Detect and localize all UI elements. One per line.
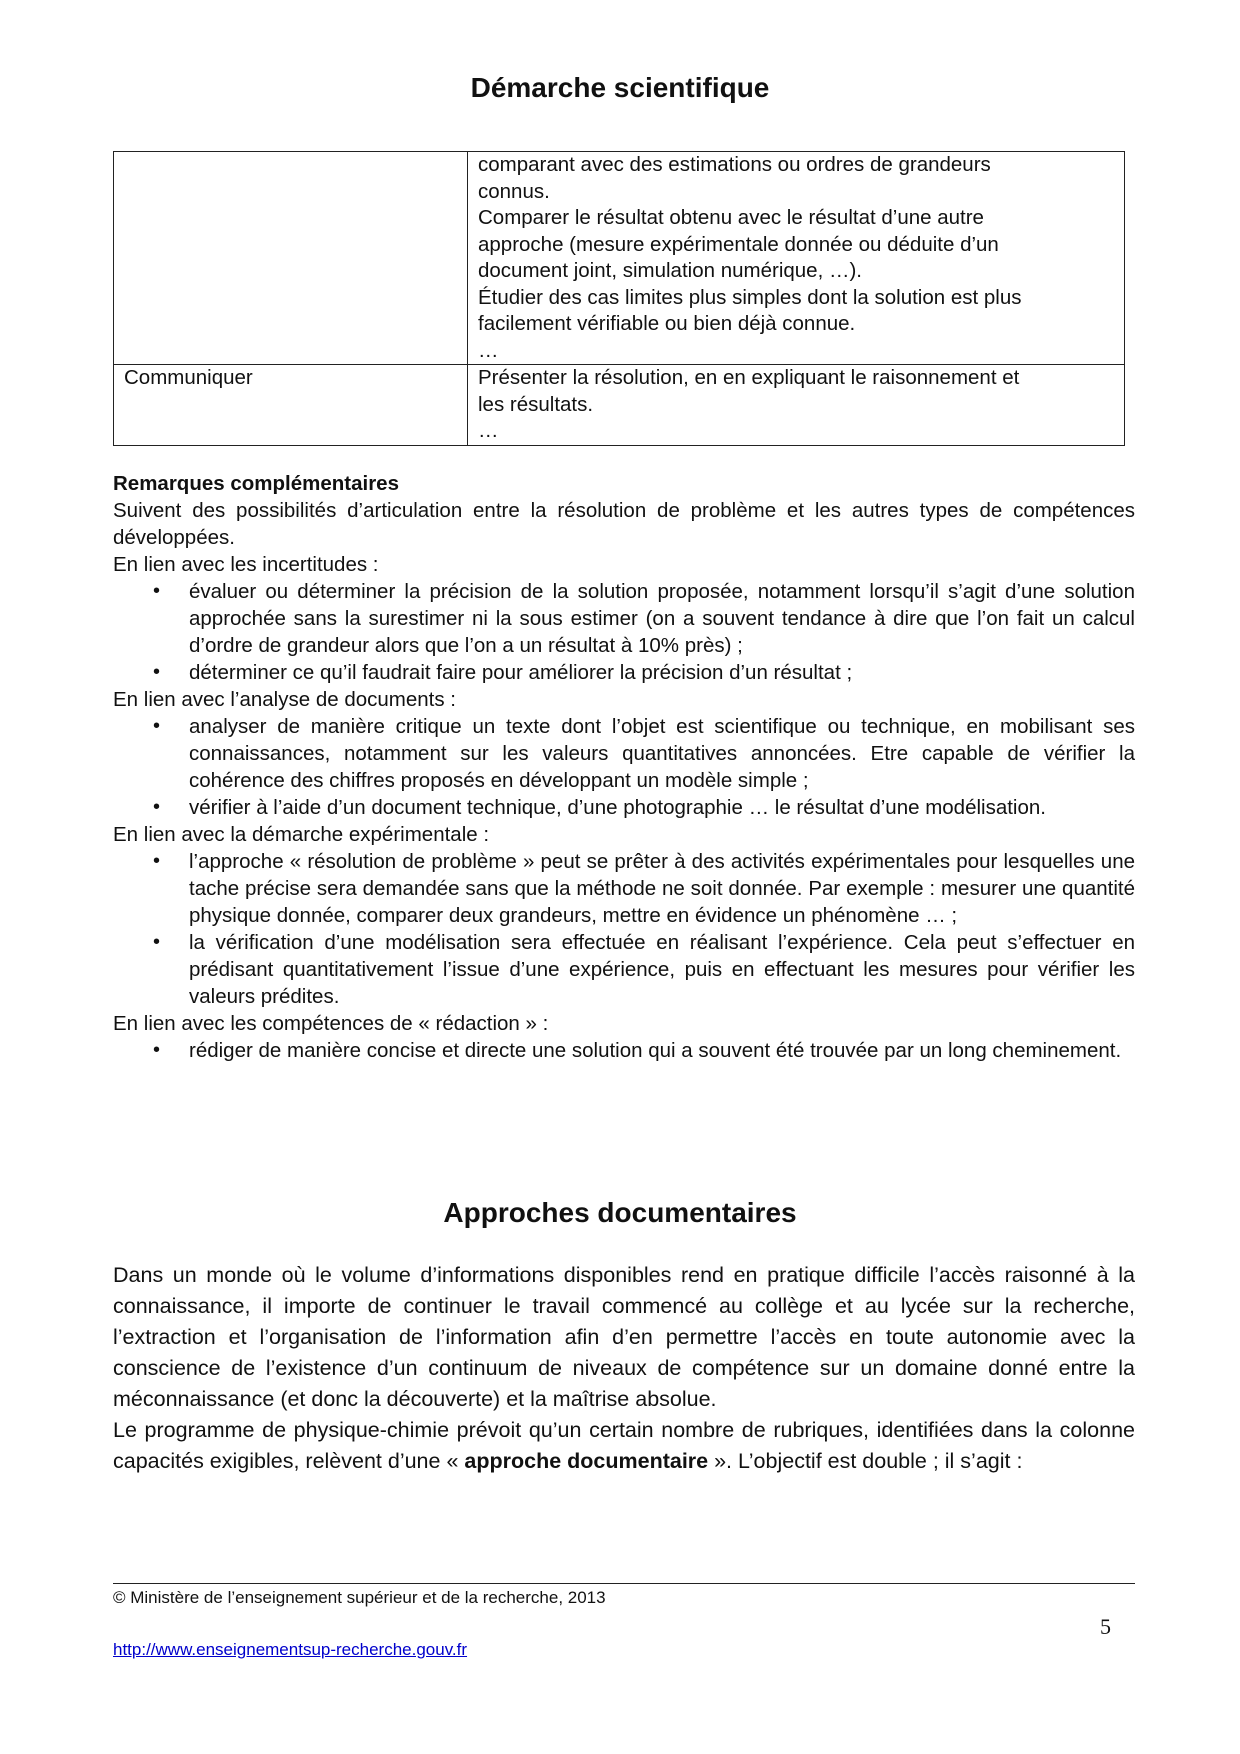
paragraph-text: Le programme de physique-chimie prévoit qu’un certain nombre de rubriques, identifiées dans la colonne capacités exigibles, relèvent d’une « <box>113 1418 1135 1473</box>
table-row <box>114 365 1125 446</box>
footer-url-link[interactable]: http://www.enseignementsup-recherche.gouv.fr <box>113 1640 468 1659</box>
list-item <box>113 659 1135 686</box>
list-item <box>113 578 1135 659</box>
table-cell-line: les résultats. <box>478 392 594 416</box>
remarks-group-lead: En lien avec les incertitudes : <box>113 553 379 576</box>
table-cell-label: Communiquer <box>114 365 468 446</box>
bullet-icon: • <box>153 931 161 953</box>
list-item <box>113 713 1135 794</box>
remarks-intro: Suivent des possibilités d’articulation entre la résolution de problème et les autres types de compétences développées. <box>113 499 1135 549</box>
table-cell-content <box>468 152 1125 365</box>
table-cell-line: comparant avec des estimations ou ordres de grandeurs <box>478 153 991 176</box>
table-cell-line: document joint, simulation numérique, …). <box>478 259 862 282</box>
list-item-text: la vérification d’une modélisation sera effectuée en réalisant l’expérience. Cela peut s’effectuer en prédisant quantitativement l’issue d’une expérience, puis en effectuant les mesures pour vérifier les valeurs prédites. <box>189 931 1135 1008</box>
table-cell-content <box>468 365 1125 446</box>
list-item-text: vérifier à l’aide d’un document technique, d’une photographie … le résultat d’une modélisation. <box>189 796 1046 819</box>
footer-divider <box>113 1583 1135 1584</box>
list-item <box>113 929 1135 1010</box>
bullet-icon: • <box>153 1039 161 1061</box>
list-item-text: déterminer ce qu’il faudrait faire pour améliorer la précision d’un résultat ; <box>189 661 853 684</box>
section-title: Approches documentaires <box>443 1197 797 1228</box>
table-cell-line: … <box>478 419 499 442</box>
list-item-text: analyser de manière critique un texte dont l’objet est scientifique ou technique, en mobilisant ses connaissances, notamment sur les valeurs quantitatives annoncées. Etre capable de vérifier la cohérence des chiffres proposés en développant un modèle simple ; <box>189 715 1135 792</box>
table-cell-line: facilement vérifiable ou bien déjà connue. <box>478 312 856 335</box>
table-cell-line: Étudier des cas limites plus simples dont la solution est plus <box>478 285 1022 309</box>
list-item <box>113 794 1135 821</box>
footer-copyright: © Ministère de l’enseignement supérieur et de la recherche, 2013 <box>113 1588 606 1607</box>
bullet-icon: • <box>153 850 161 872</box>
bullet-icon: • <box>153 661 161 683</box>
table-cell-line: connus. <box>478 179 550 203</box>
list-item-text: rédiger de manière concise et directe une solution qui a souvent été trouvée par un long cheminement. <box>189 1039 1122 1062</box>
paragraph: Dans un monde où le volume d’informations disponibles rend en pratique difficile l’accès raisonné à la connaissance, il importe de continuer le travail commencé au collège et au lycée sur la recherche, l’extraction et l’organisation de l’information afin d’en permettre l’accès en toute autonomie avec la conscience de l’existence d’un continuum de niveaux de compétence sur un domaine donné entre la méconnaissance (et donc la découverte) et la maîtrise absolue. <box>113 1263 1135 1411</box>
table-cell-line: Comparer le résultat obtenu avec le résultat d’une autre <box>478 206 984 229</box>
table-cell-label <box>114 152 468 365</box>
paragraph-emphasis: approche documentaire <box>464 1449 709 1473</box>
list-item <box>113 848 1135 929</box>
bullet-icon: • <box>153 796 161 818</box>
page-number: 5 <box>1100 1614 1111 1639</box>
bullet-icon: • <box>153 580 161 602</box>
remarks-group-lead: En lien avec les compétences de « rédaction » : <box>113 1012 549 1035</box>
paragraph <box>113 1415 1135 1477</box>
list-item-text: évaluer ou déterminer la précision de la solution proposée, notamment lorsqu’il s’agit d’une solution approchée sans la surestimer ni la sous estimer (on a souvent tendance à dire que l’on fait un calcul d’ordre de grandeur alors que l’on a un résultat à 10% près) ; <box>189 580 1135 657</box>
remarks-group-lead: En lien avec l’analyse de documents : <box>113 688 457 711</box>
remarks-section <box>113 470 1135 1064</box>
capacities-table <box>113 151 1125 446</box>
table-cell-line: … <box>478 338 499 362</box>
table-row <box>114 152 1125 365</box>
page-title: Démarche scientifique <box>470 72 770 103</box>
table-cell-line: approche (mesure expérimentale donnée ou déduite d’un <box>478 232 999 256</box>
remarks-group-lead: En lien avec la démarche expérimentale : <box>113 823 490 846</box>
table-cell-line: Présenter la résolution, en en expliquant le raisonnement et <box>478 366 1020 389</box>
list-item-text: l’approche « résolution de problème » peut se prêter à des activités expérimentales pour lesquelles une tache précise sera demandée sans que la méthode ne soit donnée. Par exemple : mesurer une quantité physique donnée, comparer deux grandeurs, mettre en évidence un phénomène … ; <box>189 850 1135 927</box>
approaches-text <box>113 1260 1135 1477</box>
list-item <box>113 1037 1135 1064</box>
remarks-heading: Remarques complémentaires <box>113 472 399 495</box>
bullet-icon: • <box>153 715 161 737</box>
paragraph-text: ». L’objectif est double ; il s’agit : <box>708 1449 1023 1473</box>
